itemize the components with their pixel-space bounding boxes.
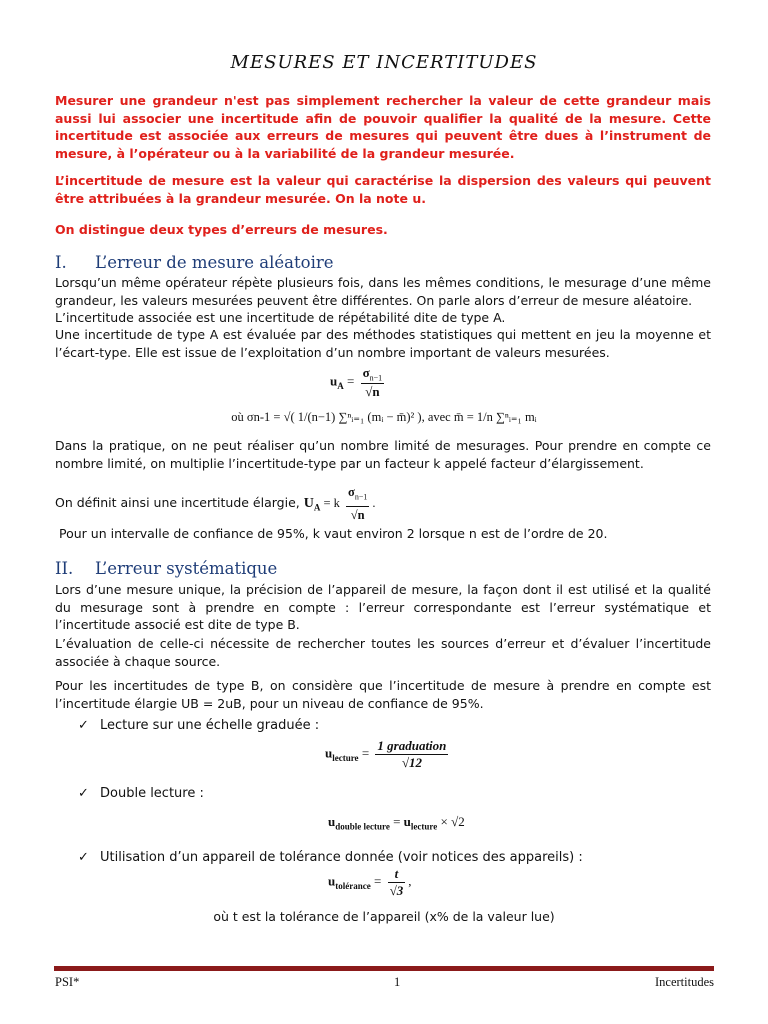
formula-u-lecture-num: 1 graduation [377,738,447,753]
formula-u-double-rhs: u [403,814,411,829]
check-item-label: Lecture sur une échelle graduée : [100,718,320,733]
section-2-number: II. [55,559,74,578]
section-2-paragraph-1: Lors d’une mesure unique, la précision de l’appareil de mesure, la façon dont il est utilisé et la qualité du mesurage sont à prendre en compte : l’erreur correspondante est l’erreur systématique et l’incertitude associé est dite de type B. [55,582,711,632]
formula-u-lecture-den: √12 [401,755,422,770]
formula-u-lecture: $u_{lecture}$ = $\frac{\text{1 graduation}}{√12}$ [325,738,447,770]
formula-u-tolerance-num: t [394,866,399,881]
formula-expanded-sub: A [313,502,321,513]
section-2-paragraph-2: L’évaluation de celle-ci nécessite de rechercher toutes les sources d’erreur et d’évaluer l’incertitude associée à chaque source. [55,636,711,669]
formula-sigma: où σn-1 = √( 1/(n−1) ∑ⁿᵢ₌₁ (mᵢ − m̄)² ), avec m̄ = 1/n ∑ⁿᵢ₌₁ mᵢ [231,410,537,424]
formula-ua: $u_A$ = $\frac{\sigma_{n-1}}{√n}$ [330,365,383,399]
formula-ua-fraction [361,365,385,400]
section-1-paragraph-2: L’incertitude associée est une incertitude de répétabilité dite de type A. [55,310,506,325]
formula-u-double-sub: double lecture [335,821,390,832]
section-1-paragraph-1: Lorsqu’un même opérateur répète plusieurs fois, dans les mêmes conditions, le mesurage d’une même grandeur, les valeurs mesurées peuvent être différentes. On parle alors d’erreur de mesure aléatoire. [55,275,711,308]
formula-ua-num: σ [362,365,370,380]
page-title: MESURES ET INCERTITUDES [230,52,538,73]
section-1-paragraph-5 [55,484,711,525]
footer-right: Incertitudes [654,975,714,989]
section-1-number: I. [55,253,67,272]
check-item-tolerance [78,850,583,865]
formula-u-lecture-sub: lecture [332,753,359,764]
footer-rule [54,966,714,971]
formula-expanded: $U_A = k$ $\frac{\sigma_{n-1}}{√n}$ . [304,496,376,510]
check-icon: ✓ [78,718,89,733]
formula-u-tolerance: $u_{tolérance}$ = $\frac{t}{√3}$ , [328,866,412,898]
formula-u-double-times: × √2 [440,814,465,829]
formula-expanded-num: σ [348,485,355,499]
check-item-double-reading [78,786,204,801]
section-2-paragraph-3: Pour les incertitudes de type B, on considère que l’incertitude de mesure à prendre en compte est l’incertitude élargie UB = 2uB, pour un niveau de confiance de 95%. [55,678,711,711]
formula-u-tolerance-sub: tolérance [335,881,371,892]
formula-ua-lhs: u [330,373,338,389]
formula-u-tolerance-fraction [388,866,406,899]
expanded-uncertainty-label: On définit ainsi une incertitude élargie, [55,495,300,511]
check-item-label: Double lecture : [100,786,204,801]
formula-ua-num-sub: n−1 [369,373,383,383]
formula-u-double-rhs-sub: lecture [410,821,438,832]
section-2-heading [55,559,277,578]
check-item-label: Utilisation d’un appareil de tolérance donnée (voir notices des appareils) : [100,850,583,865]
section-1-heading [55,253,334,272]
section-1-paragraph-4: Dans la pratique, on ne peut réaliser qu’un nombre limité de mesurages. Pour prendre en compte ce nombre limité, on multiplie l’incertitude-type par un facteur k appelé facteur d’élargissement. [55,438,711,471]
check-icon: ✓ [78,850,89,865]
formula-expanded-fraction [346,484,369,525]
intro-paragraph-2: L’incertitude de mesure est la valeur qui caractérise la dispersion des valeurs qui peuvent être attribuées à la grandeur mesurée. On la note u. [55,173,711,206]
check-item-graduated-scale [78,718,319,733]
section-1-paragraph-6: Pour un intervalle de confiance de 95%, k vaut environ 2 lorsque n est de l’ordre de 20. [59,526,608,541]
formula-expanded-num-sub: n−1 [354,492,368,502]
intro-paragraph-1: Mesurer une grandeur n'est pas simplement rechercher la valeur de cette grandeur mais aussi lui associer une incertitude afin de pouvoir qualifier la qualité de la mesure. Cette incertitude est associée aux erreurs de mesures qui peuvent être dues à l’instrument de mesure, à l’opérateur ou à la variabilité de la grandeur mesurée. [55,93,711,161]
formula-expanded-den: √n [350,508,365,522]
page-number: 1 [394,975,401,989]
formula-u-lecture-fraction [375,738,448,771]
section-1-title: L’erreur de mesure aléatoire [95,253,334,272]
tolerance-note: où t est la tolérance de l’appareil (x% de la valeur lue) [213,909,555,924]
formula-expanded-lhs: U [303,496,314,512]
formula-u-tolerance-den: √3 [389,883,404,898]
intro-paragraph-3: On distingue deux types d’erreurs de mesures. [55,222,388,237]
formula-ua-sub: A [337,380,344,391]
formula-expanded-rhs: = k [323,496,340,511]
formula-ua-den: √n [365,383,380,399]
section-2-title: L’erreur systématique [95,559,278,578]
formula-u-double: $u_{double lecture} = u_{lecture} \times √2$ [328,814,465,832]
check-icon: ✓ [78,786,89,801]
section-1-paragraph-3: Une incertitude de type A est évaluée par des méthodes statistiques qui mettent en jeu la moyenne et l’écart-type. Elle est issue de l’exploitation d’un nombre important de valeurs mesurées. [55,327,711,360]
footer-left: PSI* [55,975,80,989]
